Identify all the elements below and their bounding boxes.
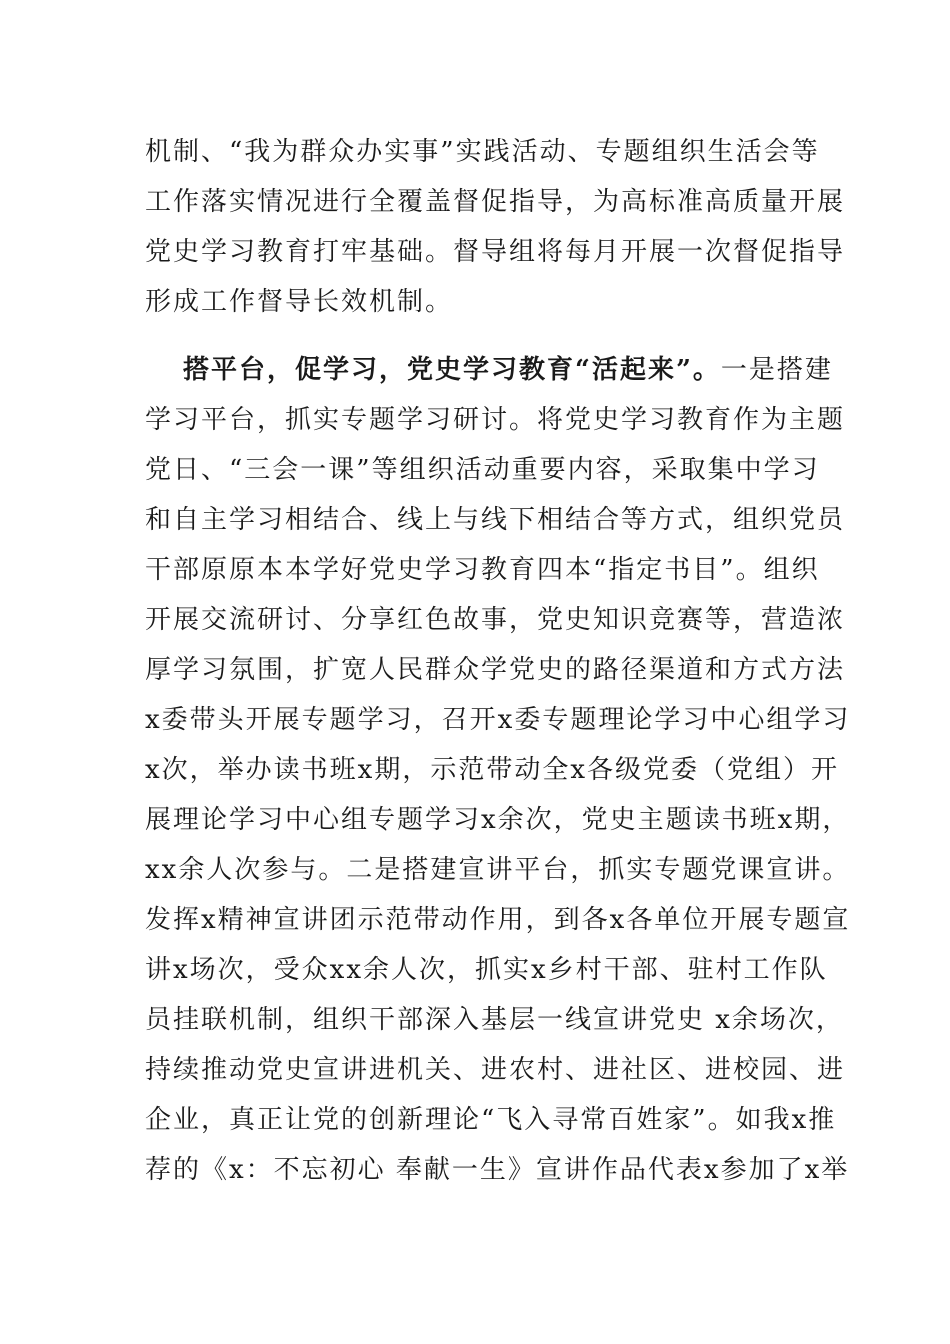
paragraph-2-line: 展理论学习中心组专题学习x余次，党史主题读书班x期， (145, 805, 851, 835)
paragraph-2-line: 企业，真正让党的创新理论“飞入寻常百姓家”。如我x推 (145, 1105, 837, 1135)
paragraph-1-line-3: 党史学习教育打牢基础。督导组将每月开展一次督促指导 (145, 237, 846, 267)
paragraph-2-line: 发挥x精神宣讲团示范带动作用，到各x各单位开展专题宣 (145, 905, 851, 935)
paragraph-2-line: 干部原原本本学好党史学习教育四本“指定书目”。组织 (145, 555, 820, 585)
paragraph-2-line: 和自主学习相结合、线上与线下相结合等方式，组织党员 (145, 505, 846, 535)
paragraph-2-line: 开展交流研讨、分享红色故事，党史知识竞赛等，营造浓 (145, 605, 846, 635)
paragraph-2-line: 持续推动党史宣讲进机关、进农村、进社区、进校园、进 (145, 1055, 846, 1085)
paragraph-2-line: 厚学习氛围，扩宽人民群众学党史的路径渠道和方式方法 (145, 655, 846, 685)
paragraph-1-line-4: 形成工作督导长效机制。 (145, 287, 454, 317)
paragraph-2-line: x委带头开展专题学习，召开x委专题理论学习中心组学习 (145, 705, 851, 735)
paragraph-2-line: 学习平台，抓实专题学习研讨。将党史学习教育作为主题 (145, 405, 846, 435)
paragraph-2-first-line (183, 344, 833, 396)
paragraph-2-line: xx余人次参与。二是搭建宣讲平台，抓实专题党课宣讲。 (145, 855, 851, 885)
paragraph-2-line: 荐的《x：不忘初心 奉献一生》宣讲作品代表x参加了x举 (145, 1155, 850, 1185)
paragraph-2-heading: 搭平台，促学习，党史学习教育“活起来”。 (183, 355, 721, 385)
paragraph-2-line: 讲x场次，受众xx余人次，抓实x乡村干部、驻村工作队 (145, 955, 828, 985)
paragraph-2-line: 员挂联机制，组织干部深入基层一线宣讲党史 x余场次， (145, 1005, 844, 1035)
paragraph-1-line-2: 工作落实情况进行全覆盖督促指导，为高标准高质量开展 (145, 187, 846, 217)
paragraph-1-line-1: 机制、“我为群众办实事”实践活动、专题组织生活会等 (145, 137, 820, 167)
paragraph-2-line: 党日、“三会一课”等组织活动重要内容，采取集中学习 (145, 455, 820, 485)
paragraph-2-line: x次，举办读书班x期，示范带动全x各级党委（党组）开 (145, 755, 839, 785)
paragraph-2-first-line-rest: 一是搭建 (720, 355, 833, 385)
